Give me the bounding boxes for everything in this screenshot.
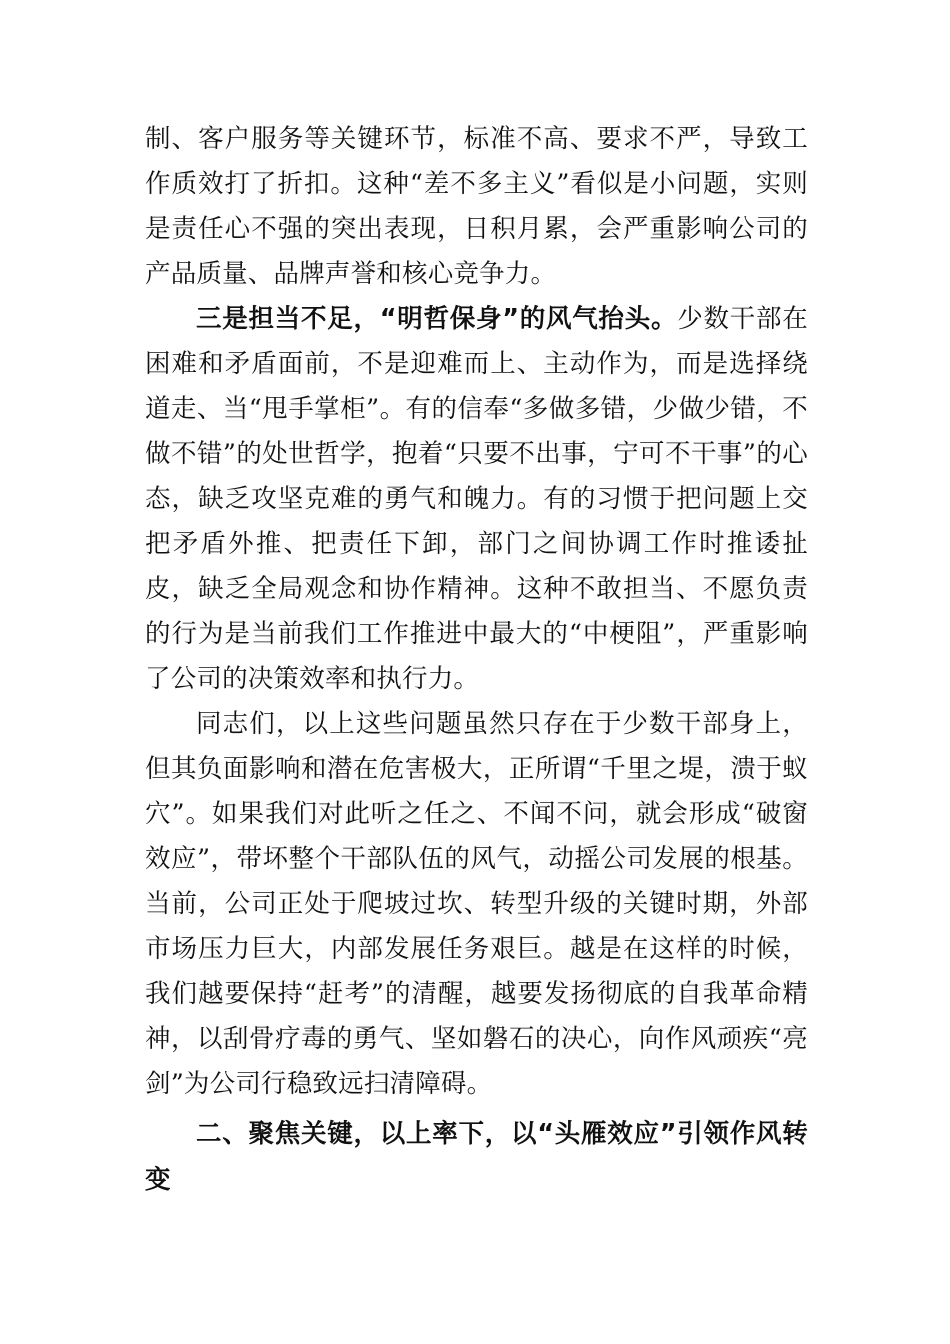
paragraph-lead-sentence: 三是担当不足，“明哲保身”的风气抬头。 bbox=[196, 304, 678, 334]
paragraph-summary: 同志们，以上这些问题虽然只存在于少数干部身上，但其负面影响和潜在危害极大，正所谓“千里之堤，溃于蚁穴”。如果我们对此听之任之、不闻不问，就会形成“破窗效应”，带坏整个干部队伍的风气，动摇公司发展的根基。当前，公司正处于爬坡过坎、转型升级的关键时期，外部市场压力巨大，内部发展任务艰巨。越是在这样的时候，我们越要保持“赶考”的清醒，越要发扬彻底的自我革命精神，以刮骨疗毒的勇气、坚如磐石的决心，向作风顽疾“亮剑”为公司行稳致远扫清障碍。 bbox=[145, 709, 808, 1099]
paragraph-responsibility bbox=[145, 297, 808, 702]
paragraph-quality-issues: 制、客户服务等关键环节，标准不高、要求不严，导致工作质效打了折扣。这种“差不多主义”看似是小问题，实则是责任心不强的突出表现，日积月累，会严重影响公司的产品质量、品牌声誉和核心竞争力。 bbox=[145, 124, 808, 289]
paragraph-body: 少数干部在困难和矛盾面前，不是迎难而上、主动作为，而是选择绕道走、当“甩手掌柜”。有的信奉“多做多错，少做少错，不做不错”的处世哲学，抱着“只要不出事，宁可不干事”的心态，缺乏攻坚克难的勇气和魄力。有的习惯于把问题上交把矛盾外推、把责任下卸，部门之间协调工作时推诿扯皮，缺乏全局观念和协作精神。这种不敢担当、不愿负责的行为是当前我们工作推进中最大的“中梗阻”，严重影响了公司的决策效率和执行力。 bbox=[145, 304, 808, 694]
section-heading: 二、聚焦关键，以上率下，以“头雁效应”引领作风转变 bbox=[145, 1119, 808, 1195]
document-page bbox=[145, 117, 808, 1203]
